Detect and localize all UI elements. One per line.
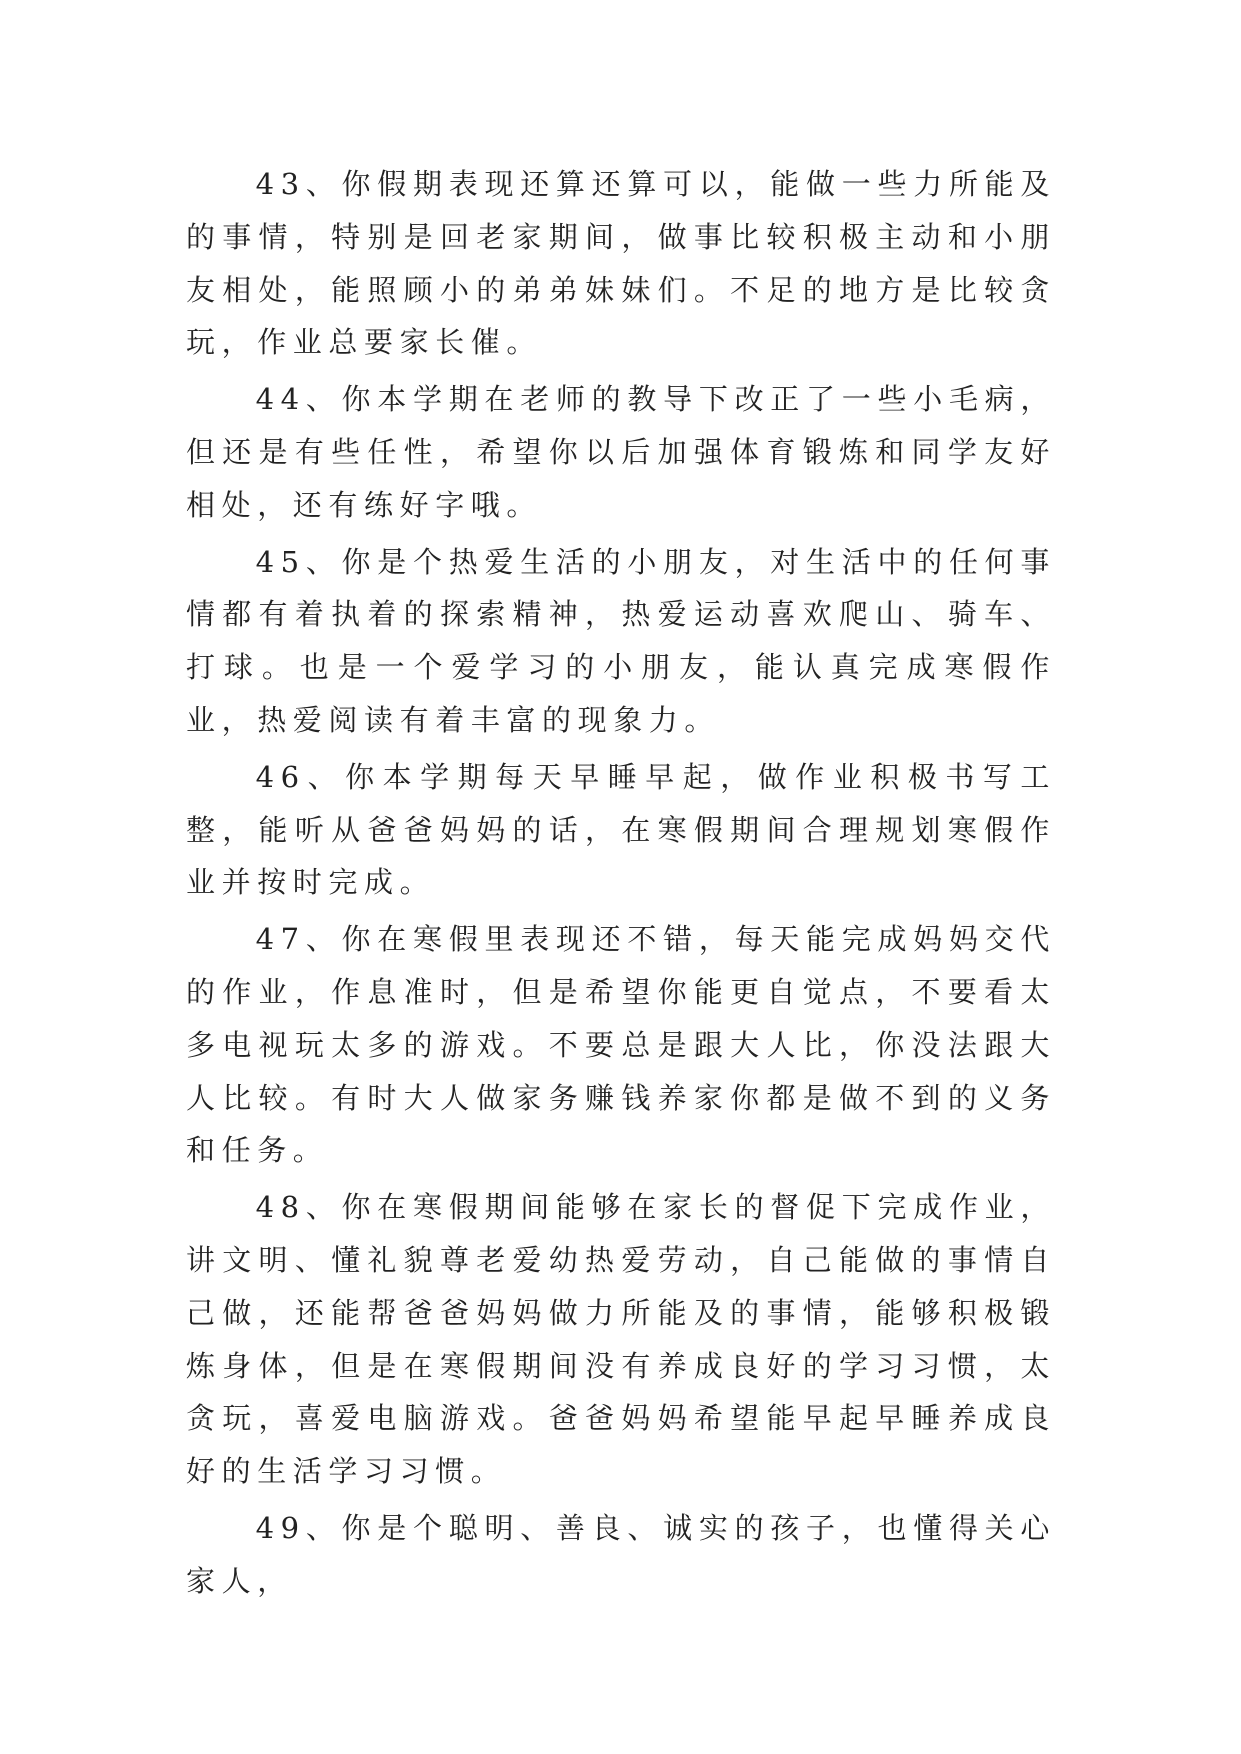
- paragraph-45: 45、你是个热爱生活的小朋友，对生活中的任何事情都有着执着的探索精神，热爱运动喜欢爬山、骑车、打球。也是一个爱学习的小朋友，能认真完成寒假作业，热爱阅读有着丰富的现象力。: [186, 544, 1056, 737]
- paragraph-49: 49、你是个聪明、善良、诚实的孩子，也懂得关心家人，: [186, 1510, 1056, 1598]
- paragraph-47: 47、你在寒假里表现还不错，每天能完成妈妈交代的作业，作息准时，但是希望你能更自觉点，不要看太多电视玩太多的游戏。不要总是跟大人比，你没法跟大人比较。有时大人做家务赚钱养家你都是做不到的义务和任务。: [186, 922, 1056, 1168]
- paragraph-46: 46、你本学期每天早睡早起，做作业积极书写工整，能听从爸爸妈妈的话，在寒假期间合理规划寒假作业并按时完成。: [186, 759, 1056, 900]
- paragraph-48: 48、你在寒假期间能够在家长的督促下完成作业，讲文明、懂礼貌尊老爱幼热爱劳动，自己能做的事情自己做，还能帮爸爸妈妈做力所能及的事情，能够积极锻炼身体，但是在寒假期间没有养成良好的学习习惯，太贪玩，喜爱电脑游戏。爸爸妈妈希望能早起早睡养成良好的生活学习习惯。: [186, 1190, 1056, 1489]
- paragraph-44: 44、你本学期在老师的教导下改正了一些小毛病，但还是有些任性，希望你以后加强体育锻炼和同学友好相处，还有练好字哦。: [186, 382, 1056, 522]
- paragraph-43: 43、你假期表现还算还算可以，能做一些力所能及的事情，特别是回老家期间，做事比较积极主动和小朋友相处，能照顾小的弟弟妹妹们。不足的地方是比较贪玩，作业总要家长催。: [186, 167, 1056, 360]
- document-body: [186, 158, 1056, 1612]
